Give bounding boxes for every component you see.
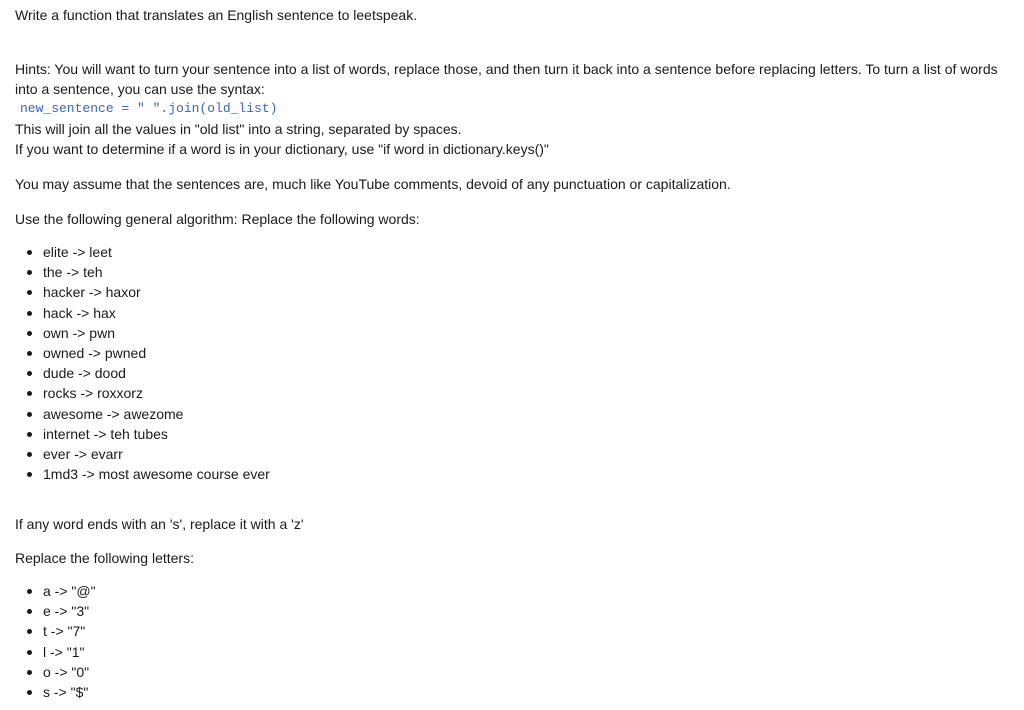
hints-line-2: into a sentence, you can use the syntax: (15, 81, 265, 97)
list-item: t -> "7" (15, 621, 96, 641)
list-item: ever -> evarr (15, 444, 270, 464)
join-code-snippet: new_sentence = " ".join(old_list) (20, 101, 278, 116)
assignment-title: Write a function that translates an English sentence to leetspeak. (15, 7, 418, 23)
algorithm-intro: Use the following general algorithm: Replace the following words: (15, 211, 420, 227)
list-item: hack -> hax (15, 303, 270, 323)
hints-line-4: If you want to determine if a word is in your dictionary, use "if word in dictionary.keys()" (15, 141, 549, 157)
list-item: a -> "@" (15, 581, 96, 601)
letter-replacement-list (15, 581, 96, 702)
list-item: the -> teh (15, 262, 270, 282)
list-item: own -> pwn (15, 323, 270, 343)
list-item: awesome -> awezome (15, 404, 270, 424)
s-to-z-rule: If any word ends with an 's', replace it with a 'z' (15, 516, 304, 532)
list-item: 1md3 -> most awesome course ever (15, 464, 270, 484)
assumption-text: You may assume that the sentences are, much like YouTube comments, devoid of any punctuation or capitalization. (15, 176, 731, 192)
list-item: s -> "$" (15, 682, 96, 702)
hints-line-1: Hints: You will want to turn your sentence into a list of words, replace those, and then turn it back into a sentence before replacing letters. To turn a list of words (15, 61, 998, 77)
list-item: rocks -> roxxorz (15, 383, 270, 403)
word-replacement-list (15, 242, 270, 484)
list-item: l -> "1" (15, 642, 96, 662)
list-item: e -> "3" (15, 601, 96, 621)
letters-intro: Replace the following letters: (15, 550, 194, 566)
hints-line-3: This will join all the values in "old list" into a string, separated by spaces. (15, 121, 462, 137)
list-item: elite -> leet (15, 242, 270, 262)
list-item: o -> "0" (15, 662, 96, 682)
list-item: internet -> teh tubes (15, 424, 270, 444)
list-item: owned -> pwned (15, 343, 270, 363)
list-item: hacker -> haxor (15, 282, 270, 302)
list-item: dude -> dood (15, 363, 270, 383)
